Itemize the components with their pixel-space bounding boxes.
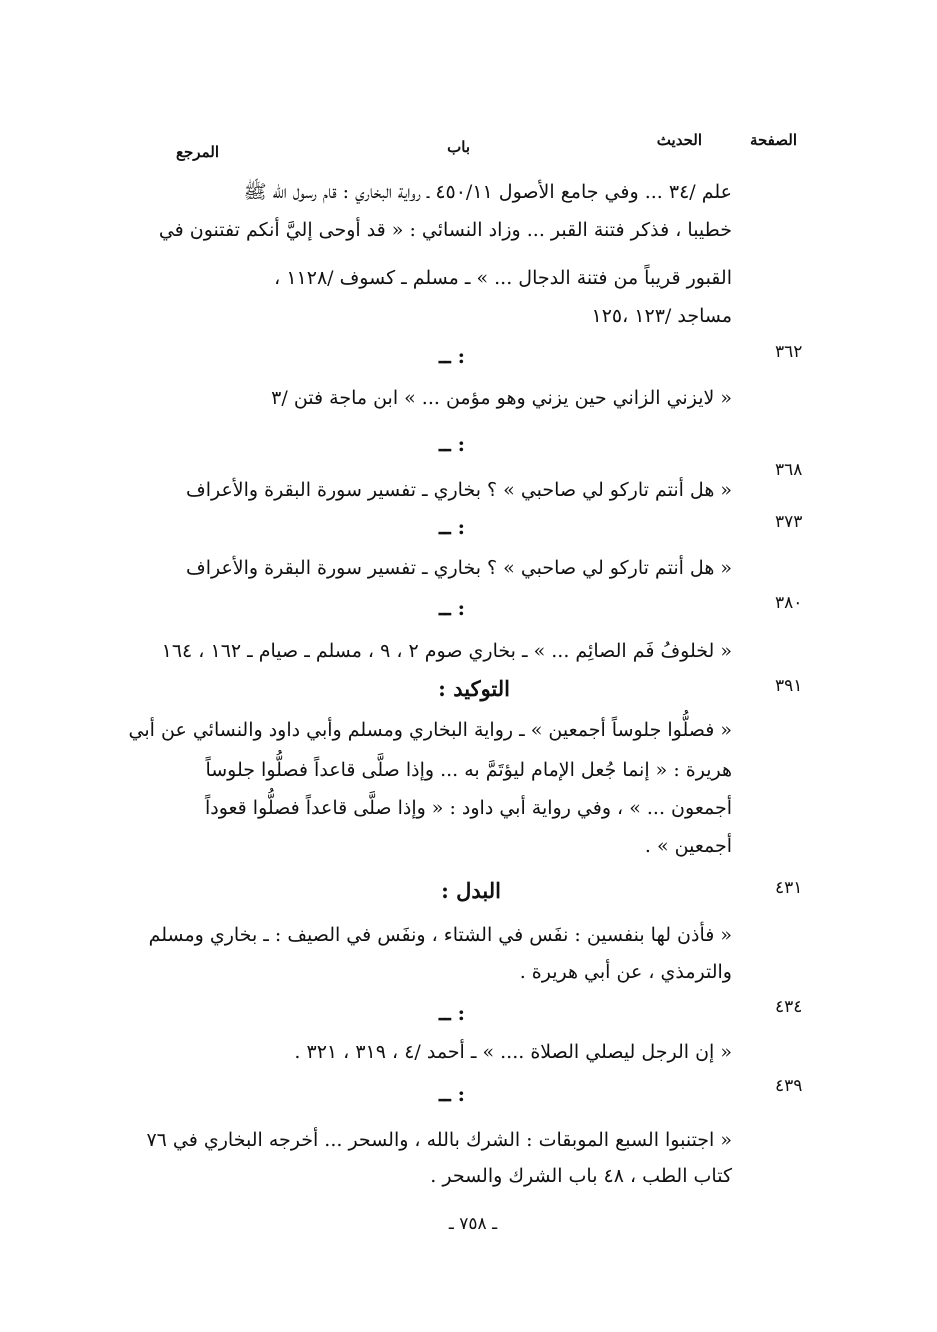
chapter-colon: ــ : (438, 1001, 466, 1025)
page-number-ref: ٤٣٤ (775, 997, 803, 1017)
header-hadith-col: الحديث (656, 131, 702, 149)
entry-line: خطيبا ، فذكر فتنة القبر ... وزاد النسائي : « قد أوحى إليَّ أنكم تفتنون في (158, 219, 732, 241)
page-number-ref: ٤٣٩ (775, 1076, 803, 1096)
page-number-ref: ٣٦٢ (775, 342, 803, 362)
entry-line: والترمذي ، عن أبي هريرة . (519, 961, 732, 983)
entry-line: هريرة : « إنما جُعل الإمام ليؤتَمَّ به ... وإذا صلَّى قاعداً فصلُّوا جلوساً (205, 759, 732, 781)
chapter-colon: ــ : (438, 1082, 466, 1106)
entry-line: القبور قريباً من فتنة الدجال ... » ـ مسلم ـ كسوف /١١٢٨ ، (274, 267, 732, 289)
section-heading: التوكيد : (438, 676, 510, 701)
entry-line: « لايزني الزاني حين يزني وهو مؤمن ... » ابن ماجة فتن /٣ (271, 387, 732, 409)
entry-line: « لخلوفُ فَم الصائِم ... » ـ بخاري صوم ٢ ، ٩ ، مسلم ـ صيام ـ ١٦٢ ، ١٦٤ (161, 640, 732, 662)
entry-line: علم /٣٤ ... وفي جامع الأصول ٤٥٠/١١ ـ رواية البخاري : قام رسول الله ﷺ (243, 181, 732, 203)
page-number-ref: ٤٣١ (775, 878, 803, 898)
entry-line: « هل أنتم تاركو لي صاحبي » ؟ بخاري ـ تفسير سورة البقرة والأعراف (186, 557, 732, 579)
entry-line: « هل أنتم تاركو لي صاحبي » ؟ بخاري ـ تفسير سورة البقرة والأعراف (186, 479, 732, 501)
header-page-col: الصفحة (749, 131, 797, 149)
entry-line: « اجتنبوا السبع الموبقات : الشرك بالله ، والسحر ... أخرجه البخاري في ٧٦ (146, 1129, 732, 1151)
header-reference-col: المرجع (176, 143, 219, 161)
page-number-ref: ٣٧٣ (775, 512, 803, 532)
page-number-ref: ٣٨٠ (775, 593, 803, 613)
entry-line: مساجد /١٢٣ ،١٢٥ (591, 305, 732, 327)
page-number-ref: ٣٦٨ (775, 460, 803, 480)
header-chapter-col: باب (447, 138, 470, 156)
entry-line: أجمعون ... » ، وفي رواية أبي داود : « وإذا صلَّى قاعداً فصلُّوا قعوداً (204, 797, 732, 819)
entry-line: كتاب الطب ، ٤٨ باب الشرك والسحر . (430, 1165, 732, 1187)
entry-line: « فصلُّوا جلوساً أجمعين » ـ رواية البخاري ومسلم وأبي داود والنسائي عن أبي (128, 719, 732, 741)
entry-line: « إن الرجل ليصلي الصلاة .... » ـ أحمد /٤ ، ٣١٩ ، ٣٢١ . (294, 1041, 732, 1063)
section-heading: البدل : (441, 878, 501, 903)
page-number-ref: ٣٩١ (775, 676, 803, 696)
chapter-colon: ــ : (438, 515, 466, 539)
entry-line: « فأذن لها بنفسين : نفَس في الشتاء ، ونفَس في الصيف : ـ بخاري ومسلم (148, 924, 732, 946)
chapter-colon: ــ : (438, 432, 466, 456)
footer-page-number: ـ ٧٥٨ ـ (448, 1214, 498, 1234)
chapter-colon: ــ : (438, 344, 466, 368)
chapter-colon: ــ : (438, 596, 466, 620)
entry-line: أجمعين » . (644, 835, 732, 857)
